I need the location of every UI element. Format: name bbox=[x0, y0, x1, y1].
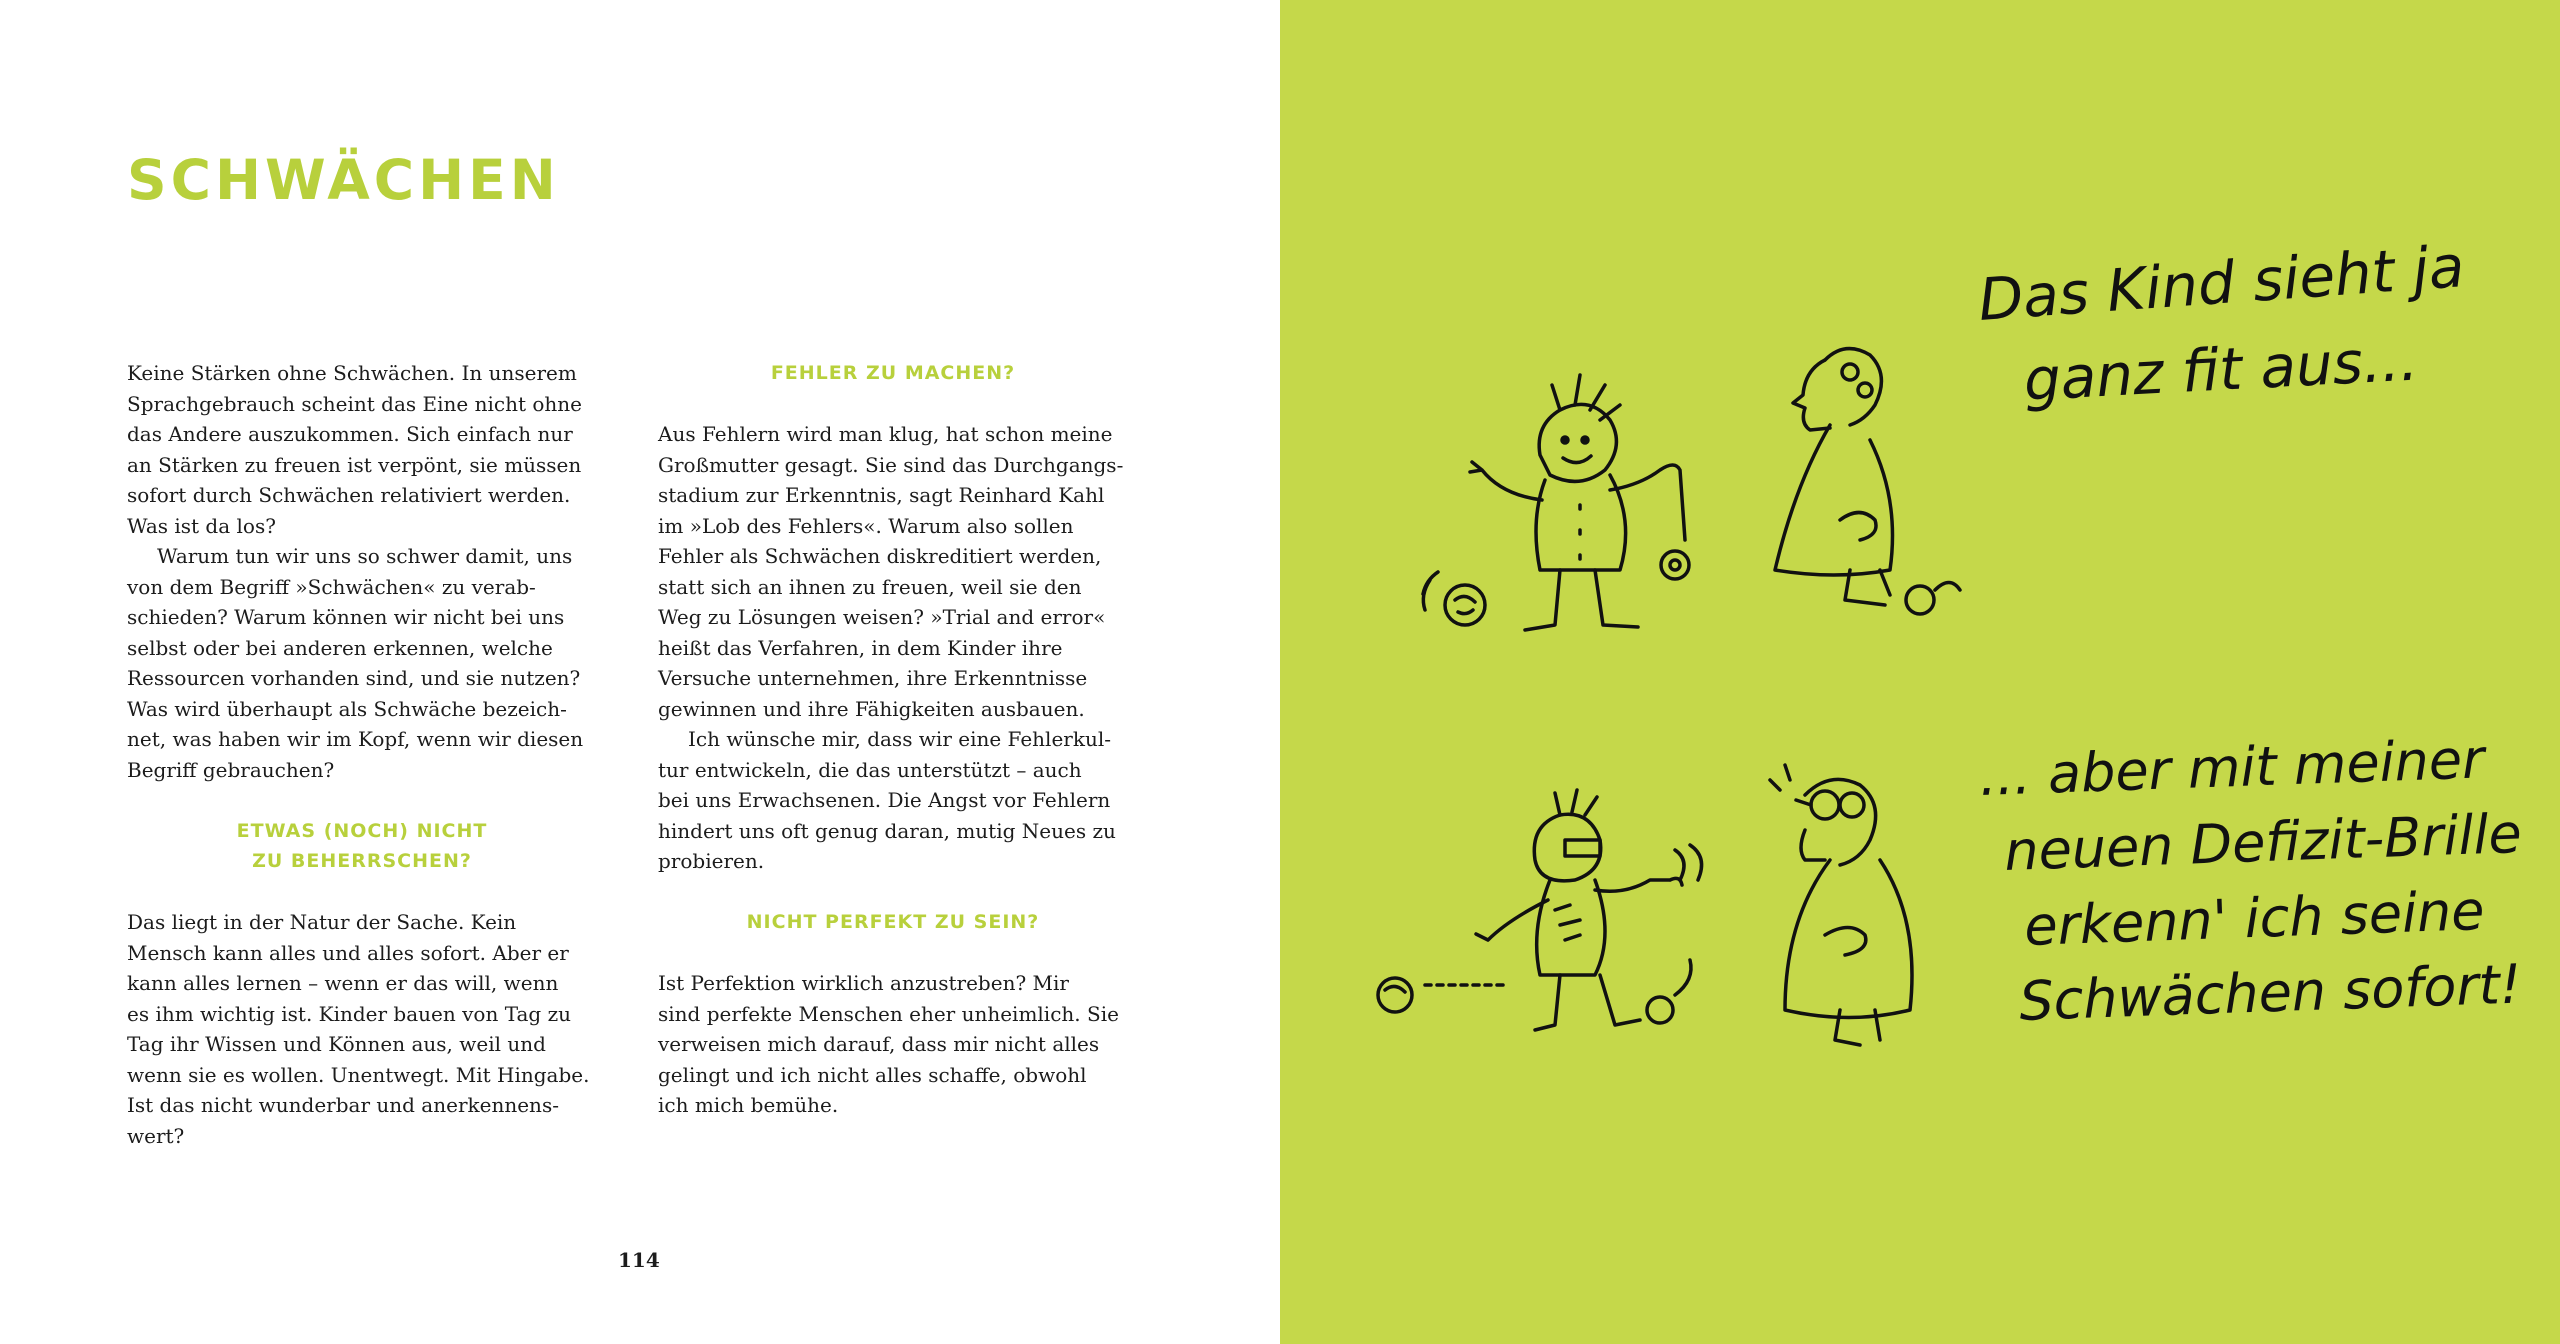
paragraph-nature bbox=[127, 907, 597, 1151]
text-line: hindert uns oft genug daran, mutig Neues zu bbox=[658, 818, 1116, 843]
text-line: Was wird überhaupt als Schwäche bezeich- bbox=[127, 696, 567, 721]
text-line: Ist Perfektion wirklich anzustreben? Mir bbox=[658, 971, 1069, 995]
handwriting-line: ganz fit aus... bbox=[2022, 325, 2420, 414]
handwriting-top bbox=[1976, 232, 2466, 414]
text-line: das Andere auszukommen. Sich einfach nur bbox=[127, 422, 573, 446]
text-line: an Stärken zu freuen ist verpönt, sie müssen bbox=[127, 452, 582, 477]
text-line: probieren. bbox=[658, 849, 765, 873]
text-line: wert? bbox=[127, 1123, 185, 1148]
adult-figure-top bbox=[1775, 349, 1960, 614]
text-line: net, was haben wir im Kopf, wenn wir diesen bbox=[127, 727, 584, 751]
text-line: Ressourcen vorhanden sind, und sie nutzen? bbox=[127, 666, 581, 690]
text-line: Das liegt in der Natur der Sache. Kein bbox=[127, 910, 517, 934]
text-line: schieden? Warum können wir nicht bei uns bbox=[127, 605, 565, 629]
handwriting-line: ... aber mit meiner bbox=[1978, 727, 2486, 808]
page-title: SCHWÄCHEN bbox=[127, 148, 560, 212]
paragraph-mistakes bbox=[658, 419, 1128, 724]
text-line: Ist das nicht wunderbar und anerkennens- bbox=[127, 1093, 559, 1117]
text-line: stadium zur Erkenntnis, sagt Reinhard Kahl bbox=[658, 483, 1105, 507]
subheading-mistakes: FEHLER ZU MACHEN? bbox=[770, 362, 1016, 384]
text-line: wenn sie es wollen. Unentwegt. Mit Hingabe. bbox=[127, 1062, 590, 1087]
text-line: ich mich bemühe. bbox=[658, 1093, 839, 1117]
text-line: heißt das Verfahren, in dem Kinder ihre bbox=[658, 635, 1063, 660]
text-line: Großmutter gesagt. Sie sind das Durchgangs- bbox=[658, 452, 1124, 477]
text-line: Keine Stärken ohne Schwächen. In unserem bbox=[127, 361, 577, 385]
text-line: sofort durch Schwächen relativiert werden. bbox=[127, 483, 571, 507]
text-line: es ihm wichtig ist. Kinder bauen von Tag zu bbox=[127, 1001, 571, 1026]
text-line: Aus Fehlern wird man klug, hat schon meine bbox=[658, 422, 1113, 446]
text-line: Begriff gebrauchen? bbox=[127, 757, 335, 782]
text-line: tur entwickeln, die das unterstützt – auch bbox=[658, 757, 1082, 782]
handwriting-line: erkenn' ich seine bbox=[2023, 878, 2486, 958]
subheading-not-perfect: NICHT PERFEKT ZU SEIN? bbox=[746, 911, 1040, 933]
text-line: Fehler als Schwächen diskreditiert werden, bbox=[658, 544, 1102, 568]
right-page-illustration bbox=[1280, 0, 2560, 1344]
text-line: verweisen mich darauf, dass mir nicht alles bbox=[658, 1032, 1100, 1056]
text-line: von dem Begriff »Schwächen« zu verab- bbox=[127, 574, 536, 599]
page-number: 114 bbox=[618, 1248, 660, 1272]
paragraph-perfection bbox=[658, 968, 1128, 1121]
text-column-left bbox=[127, 358, 597, 1151]
paragraph-why bbox=[127, 541, 597, 785]
text-line: Ich wünsche mir, dass wir eine Fehlerkul- bbox=[688, 727, 1111, 751]
text-line: Tag ihr Wissen und Können aus, weil und bbox=[127, 1032, 546, 1056]
text-line: Versuche unternehmen, ihre Erkenntnisse bbox=[658, 666, 1088, 690]
text-line: bei uns Erwachsenen. Die Angst vor Fehlern bbox=[658, 788, 1111, 812]
child-figure-bottom bbox=[1378, 790, 1702, 1030]
cartoon-illustration bbox=[1280, 0, 2560, 1344]
subheading-line: ETWAS (NOCH) NICHT bbox=[236, 819, 488, 842]
paragraph-intro bbox=[127, 358, 597, 541]
text-line: Was ist da los? bbox=[127, 513, 276, 538]
handwriting-line: Das Kind sieht ja bbox=[1976, 232, 2467, 334]
text-line: im »Lob des Fehlers«. Warum also sollen bbox=[658, 513, 1074, 538]
text-line: Warum tun wir uns so schwer damit, uns bbox=[157, 544, 573, 568]
child-figure-top bbox=[1423, 375, 1689, 630]
text-line: Sprachgebrauch scheint das Eine nicht ohne bbox=[127, 391, 582, 416]
handwriting-line: Schwächen sofort! bbox=[2018, 952, 2523, 1033]
text-line: Mensch kann alles und alles sofort. Aber er bbox=[127, 940, 569, 965]
handwriting-bottom bbox=[1978, 727, 2522, 1033]
text-column-right bbox=[658, 358, 1128, 1121]
text-line: gelingt und ich nicht alles schaffe, obwohl bbox=[658, 1062, 1087, 1087]
text-line: selbst oder bei anderen erkennen, welche bbox=[127, 635, 553, 660]
text-line: statt sich an ihnen zu freuen, weil sie den bbox=[658, 574, 1082, 599]
subheading-line: ZU BEHERRSCHEN? bbox=[252, 850, 472, 872]
handwriting-line: neuen Defizit-Brille bbox=[2003, 801, 2523, 883]
text-line: sind perfekte Menschen eher unheimlich. Sie bbox=[658, 1001, 1119, 1026]
text-line: Weg zu Lösungen weisen? »Trial and error« bbox=[658, 605, 1106, 629]
text-line: gewinnen und ihre Fähigkeiten ausbauen. bbox=[658, 696, 1085, 721]
adult-figure-bottom bbox=[1770, 765, 1912, 1045]
text-line: kann alles lernen – wenn er das will, wenn bbox=[127, 971, 559, 995]
paragraph-error-culture bbox=[658, 724, 1128, 877]
subheading-not-yet bbox=[127, 816, 597, 877]
